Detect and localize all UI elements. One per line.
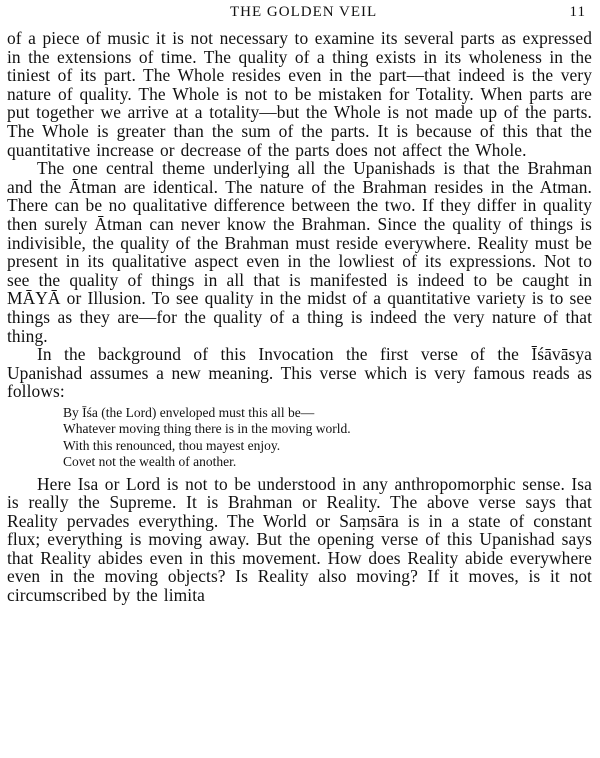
paragraph-3: In the background of this Invocation the first verse of the Īśāvāsya Upanishad assumes a new meaning. This verse which is very famous reads as follows: [7, 344, 592, 402]
page-body [7, 29, 592, 605]
paragraph-4: Here Isa or Lord is not to be understood in any anthropomorphic sense. Isa is really the Supreme. It is Brahman or Reality. The above verse says that Reality pervades everything. The World or Saṃsāra is in a state of constant flux; everything is moving away. But the opening verse of this Upanishad says that Reality abides even in this movement. How does Reality abide everywhere even in the moving objects? Is Reality also moving? If it moves, is it not circumscribed by the limita [7, 473, 592, 606]
running-title: THE GOLDEN VEIL [230, 4, 378, 20]
page-number: 11 [569, 4, 586, 20]
verse-line-3: With this renounced, thou mayest enjoy. [63, 437, 281, 453]
paragraph-2: The one central theme underlying all the Upanishads is that the Brahman and the Ātman are identical. The nature of the Brahman resides in the Atman. There can be no qualitative difference between the two. If they differ in quality then surely Ātman can never know the Brahman. Since the quality of things is indivisible, the quality of the Brahman must reside everywhere. Reality must be present in its qualitative aspect even in the lowliest of its expressions. Not to see the quality of things in all that is manifested is indeed to be caught in MĀYĀ or Illusion. To see quality in the midst of a quantitative variety is to see things as they are—for the quality of a thing is indeed the very nature of that thing. [7, 158, 592, 346]
verse-quotation [63, 405, 592, 471]
verse-line-4: Covet not the wealth of another. [63, 454, 237, 470]
paragraph-1: of a piece of music it is not necessary to examine its several parts as expressed in the extensions of time. The quality of a thing exists in its wholeness in the tiniest of its part. The Whole resides even in the part—that indeed is the very nature of quality. The Whole is not to be mistaken for Totality. When parts are put together we arrive at a totality—but the Whole is not made up of the parts. The Whole is greater than the sum of the parts. It is because of this that the quantitative increase or decrease of the parts does not affect the Whole. [7, 28, 592, 160]
verse-line-2: Whatever moving thing there is in the moving world. [63, 421, 351, 437]
running-head [0, 4, 600, 24]
verse-line-1: By Īśa (the Lord) enveloped must this all be— [63, 404, 315, 420]
